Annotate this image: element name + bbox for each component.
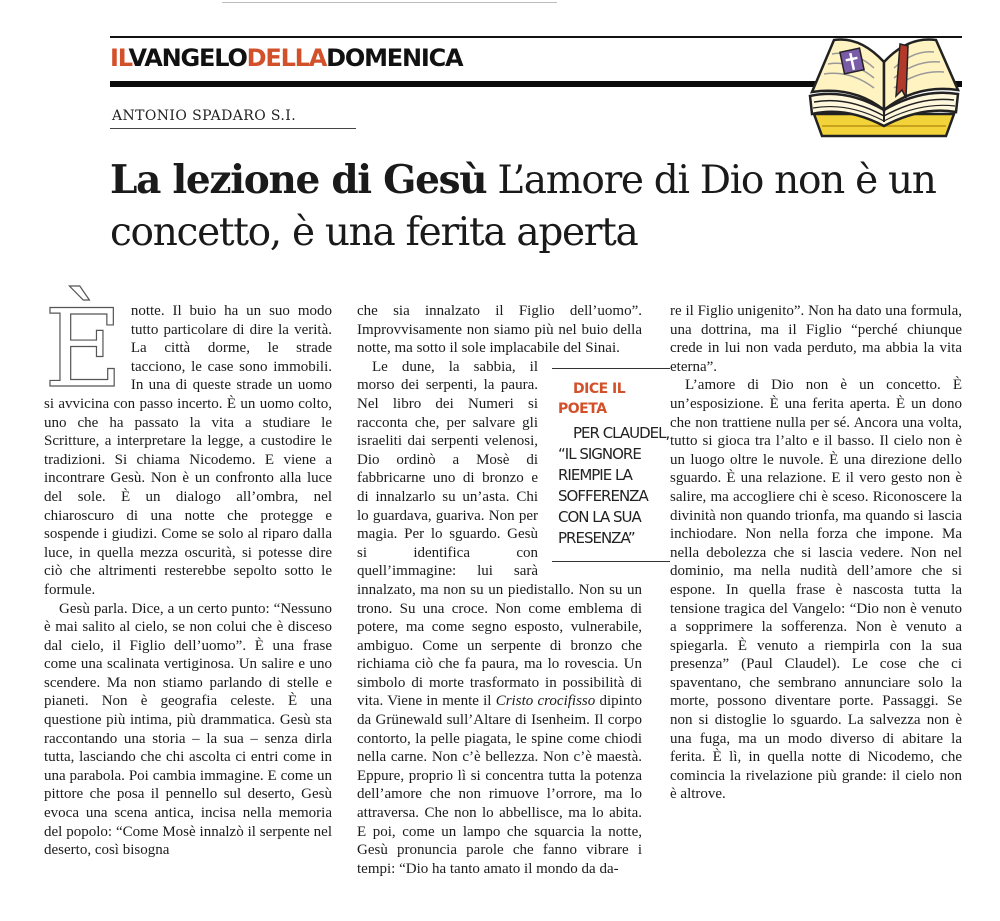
paragraph-text: dipinto da Grünewald sull’Altare di Isenheim. Il corpo contorto, la pelle piagata, le spine come chiodi nella carne. Non c’è bellezza. Non c’è maestà. Eppure, proprio lì si concentra tutta la potenza dell’amore che non rimuove l’orrore, ma lo attraversa. Che non lo abbellisce, ma lo abita. E poi, come un lampo che squarcia la notte, Gesù pronuncia parole che fanno vibrare i tempi: “Dio ha tanto amato il mondo da da- [357,693,642,877]
paragraph-text: notte. Il buio ha un suo modo tutto particolare di dire la verità. La città dorme, le strade tacciono, le case sono immobili. In una di queste strade un uomo si avvicina con passo incerto. È un uomo colto, uno che ha passato la vita a studiare le Scritture, a interpretare la legge, a custodire le tradizioni. Si chiama Nicodemo. E viene a incontrare Gesù. Non è un confronto alla luce del sole. È un dialogo all’ombra, nel chiaroscuro di una notte che protegge e sospende i giudizi. Come se solo al riparo dalla luce, in quella mezza oscurità, si potesse dire ciò che altrimenti resterebbe sepolto sotto le formule. [44,303,332,598]
drop-cap: È [44,287,123,412]
artwork-title: Cristo crocifisso [495,693,596,710]
article-paragraph: Gesù parla. Dice, a un certo punto: “Nessuno è mai salito al cielo, se non colui che è disceso dal cielo, il Figlio dell’uomo”. È una frase come una scalinata vertiginosa. Un salire e uno scendere. Ma non stiamo parlando di stelle e pianeti. Non è geografia celeste. È una questione più intima, più drammatica. Gesù sta raccontando una storia – la sua – senza dirla tutta, lasciando che chi ascolta ci entri come in una parabola. Poi cambia immagine. E come un pittore che posa il pennello sul deserto, Gesù evoca una scena antica, incisa nella memoria del popolo: “Come Mosè innalzò il serpente nel deserto, così bisogna [44,600,332,859]
open-book-illustration [804,30,962,140]
headline [110,154,970,259]
top-divider [222,2,557,3]
section-heading-della: DELLA [246,44,327,72]
article-column-2 [357,302,670,878]
article-paragraph: che sia innalzato il Figlio dell’uomo”. Improvvisamente non siamo più nel buio della notte, ma sotto il sole implacabile del Sinai. [357,303,642,357]
section-heading [110,44,462,72]
paragraph-text: Le dune, la sabbia, il morso dei serpenti, la paura. Nel libro dei Numeri si racconta che, per salvare gli israeliti dai serpenti velenosi, Dio ordinò a Mosè di fabbricarne uno di bronzo e di innalzarlo su un’asta. Chi lo guardava, guariva. Non per magia. Per lo sguardo. Gesù si identifica con quell’immagine: lui sarà innalzato, ma non su un piedistallo. Non su un trono. Su una croce. Non come emblema di potere, ma come segno esposto, vulnerabile, ambiguo. Come un serpente di bronzo che richiama ciò che fa paura, ma lo rovescia. Un simbolo di morte trasformato in possibilità di vita. Viene in mente il [357,358,642,710]
pull-quote-title: DICE IL POETA [558,380,626,417]
article-paragraph [44,287,332,600]
section-heading-domenica: DOMENICA [326,44,463,72]
pull-quote [552,368,670,562]
headline-main: L’amore di Dio non è un concetto, è una ferita aperta [110,158,936,255]
byline: ANTONIO SPADARO S.I. [112,108,297,124]
article-column-3 [670,302,962,804]
section-heading-il: IL [110,44,129,72]
article-paragraph: L’amore di Dio non è un concetto. È un’esposizione. È una ferita aperta. È un dono che non trattiene nulla per sé. Ancora una volta, tutto si gioca tra l’alto e il basso. Il cielo non è un luogo oltre le nuvole. È una direzione dello sguardo. È una relazione. E il vero gesto non è salire, ma accogliere chi è sceso. Riconoscere la divinità non quando trionfa, ma quando si lascia inchiodare. Non nella forza che impone. Ma nella debolezza che si lascia vedere. Non nel dominio, ma nella nudità dell’amore che si espone. In quella frase è nascosta tutta la tensione tragica del Vangelo: “Dio non è venuto a sopprimere la sofferenza. Non è venuto a spiegarla. È venuto a riempirla con la sua presenza” (Paul Claudel). Le cose che ci spaventano, che sembrano annunciare solo la morte, possono diventare porte. Passaggi. Se non si distoglie lo sguardo. La salvezza non è una fuga, ma un modo diverso di abitare la ferita. È lì, in quella notte di Nicodemo, che comincia la rivelazione più grande: il cielo non è altrove. [670,377,962,803]
article-paragraph: re il Figlio unigenito”. Non ha dato una formula, una dottrina, ma il Figlio “perché chiunque crede in lui non vada perduto, ma abbia la vita eterna”. [670,303,962,375]
pull-quote-body: PER CLAUDEL, “IL SIGNORE RIEMPIE LA SOFFERENZA CON LA SUA PRESENZA” [558,423,670,547]
byline-rule [110,128,356,129]
headline-kicker: La lezione di Gesù [110,157,487,203]
article-column-1 [44,287,332,860]
section-heading-vangelo: VANGELO [128,44,247,72]
article-paragraph [357,358,670,879]
cropped-top-strip [0,0,1000,8]
